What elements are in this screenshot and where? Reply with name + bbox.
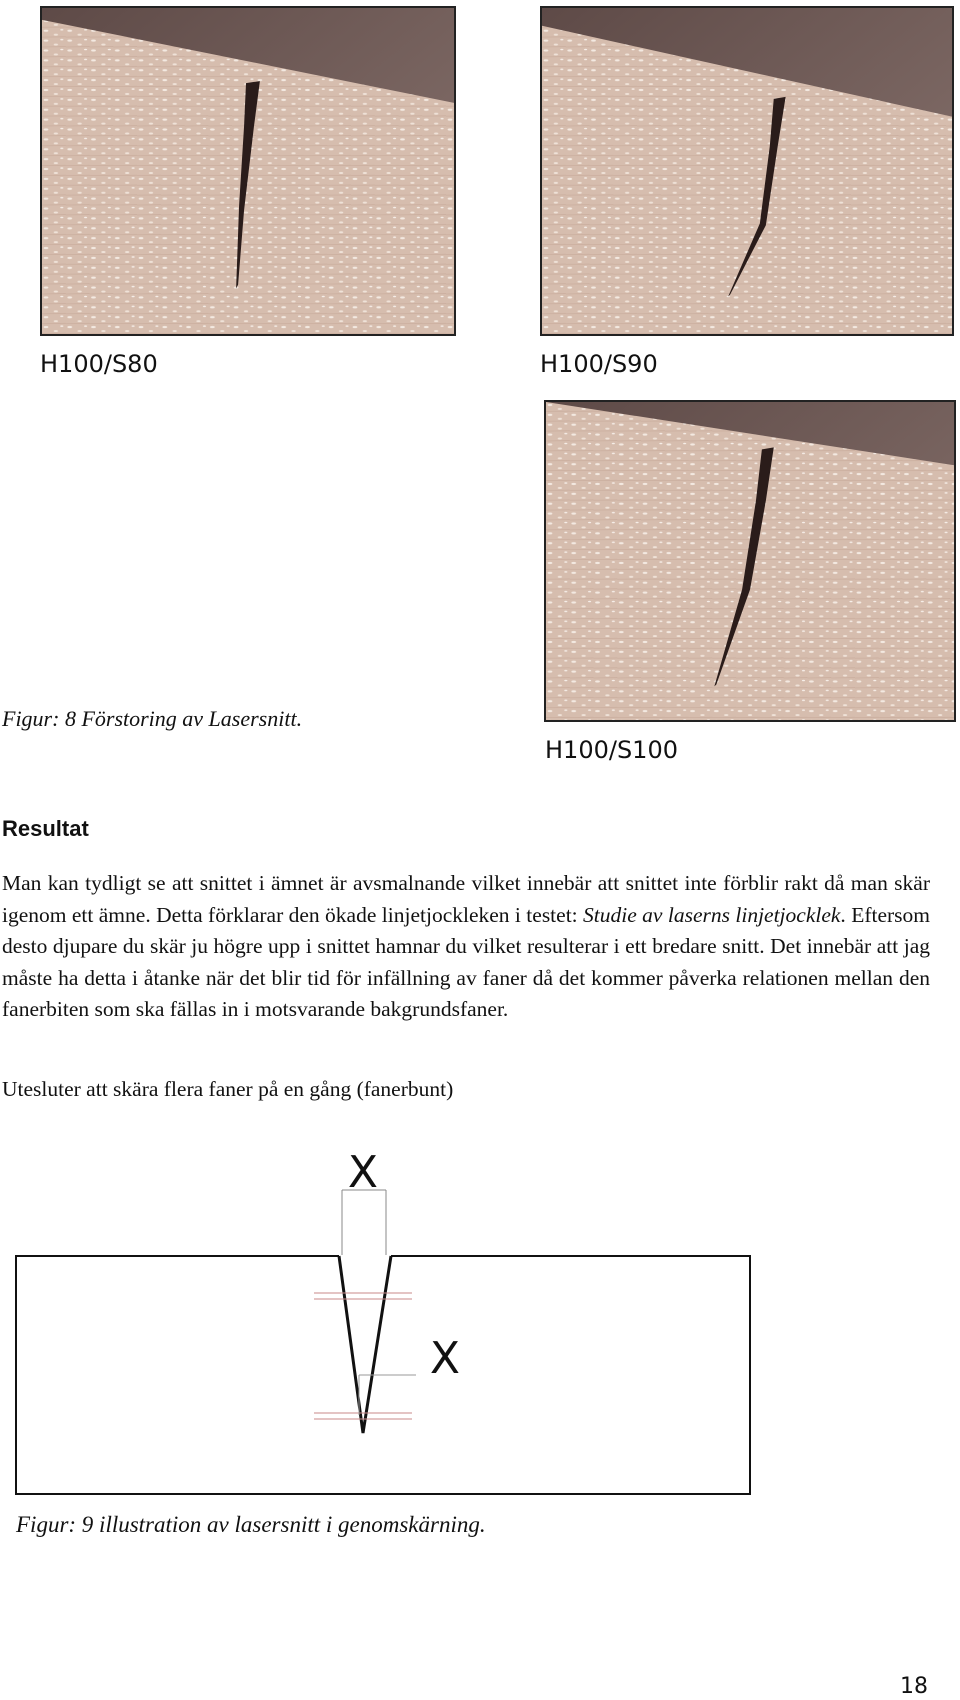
page-number: 18: [900, 1674, 928, 1699]
laser-cut-diagram: [0, 1125, 960, 1515]
figure-9-caption: Figur: 9 illustration av lasersnitt i genomskärning.: [16, 1512, 486, 1537]
section-heading: Resultat: [2, 816, 89, 841]
figure-8-caption: Figur: 8 Förstoring av Lasersnitt.: [2, 706, 303, 731]
photo-h100-s80: [40, 6, 456, 336]
photo-label: H100/S90: [540, 350, 658, 378]
photo-h100-s100: [544, 400, 956, 722]
depth-width-label: X: [429, 1333, 461, 1384]
paragraph-text: Man kan tydligt se att snittet i ämnet är avsmalnande vilket innebär att snittet inte förblir rakt då man skär igenom ett ämne. Detta förklarar den ökade linjetjockleken i testet:: [2, 871, 930, 927]
study-title: Studie av laserns linjetjocklek: [583, 902, 841, 927]
v-cut: [339, 1256, 391, 1433]
paragraph-text: . Eftersom desto djupare du skär ju högre upp i snittet hamnar du vilket resulterar i ett bredare snitt. Det innebär att jag måste ha detta i åtanke när det blir tid för infällning av faner då det kommer påverka relationen mellan den fanerbiten som ska fällas in i motsvarande bakgrundsfaner.: [2, 902, 930, 1021]
cut-gap: [339, 1253, 391, 1259]
conclusion-paragraph: Utesluter att skära flera faner på en gång (fanerbunt): [2, 1077, 454, 1101]
photo-h100-s90: [540, 6, 954, 336]
photo-label: H100/S100: [545, 736, 678, 764]
result-paragraph: [2, 868, 930, 1026]
top-width-label: X: [347, 1147, 379, 1198]
photo-label: H100/S80: [40, 350, 158, 378]
